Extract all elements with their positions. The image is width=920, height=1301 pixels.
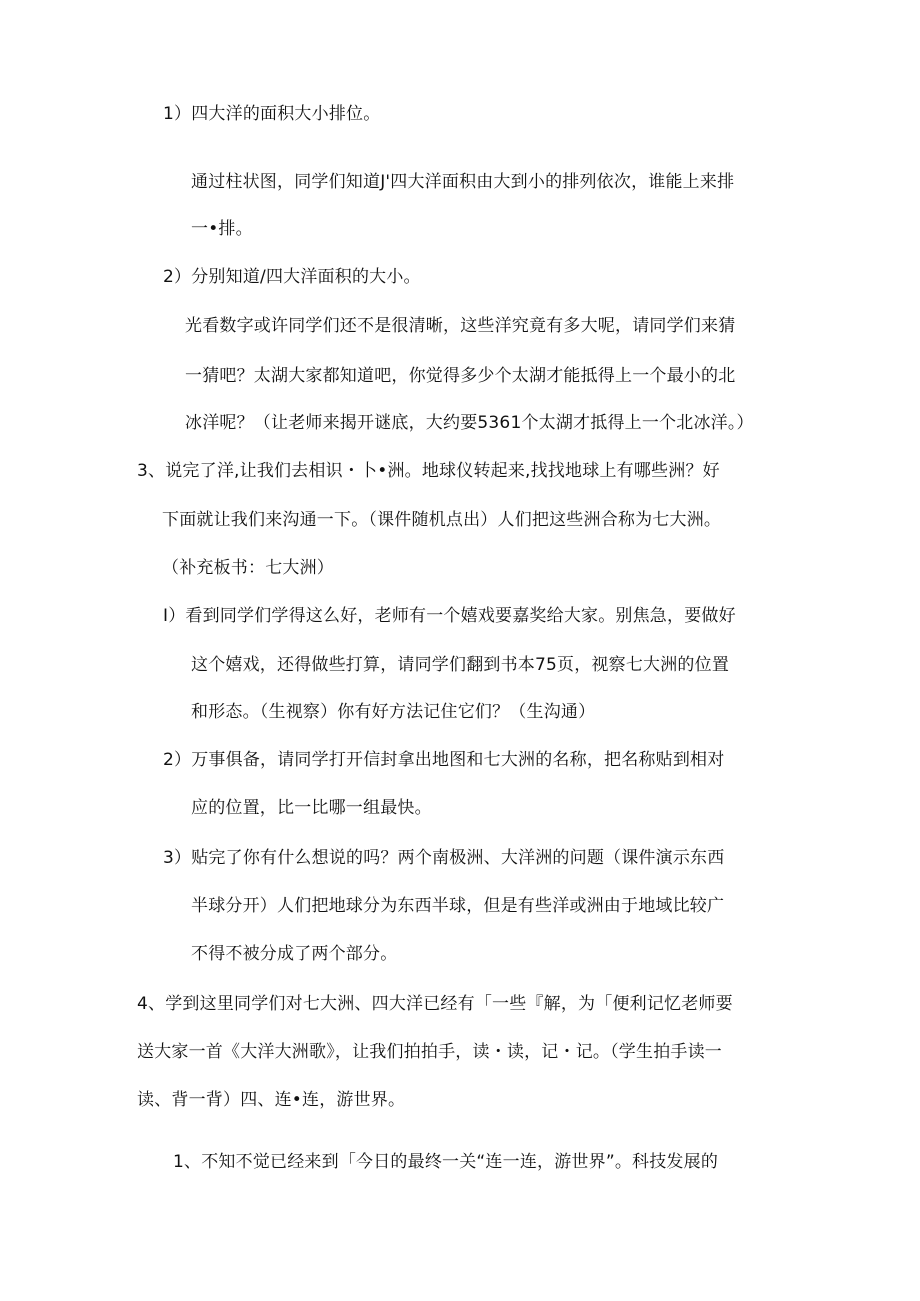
text-line: 光看数字或许同学们还不是很清晰，这些洋究竟有多大呢，请同学们来猜 xyxy=(185,316,736,336)
text-line: 送大家一首《大洋大洲歌》，让我们拍拍手，读・读，记・记。（学生拍手读一 xyxy=(137,1042,722,1062)
text-line: 这个嬉戏，还得做些打算，请同学们翻到书本75页，视察七大洲的位置 xyxy=(191,655,730,675)
text-line: 3）贴完了你有什么想说的吗？两个南极洲、大洋洲的问题（课件演示东西 xyxy=(163,848,725,868)
text-line: 1）四大洋的面积大小排位。 xyxy=(163,104,381,124)
text-line: 下面就让我们来沟通一下。（课件随机点出）人们把这些洲合称为七大洲。 xyxy=(162,510,722,530)
text-line: 通过柱状图，同学们知道J'四大洋面积由大到小的排列依次，谁能上来排 xyxy=(191,172,735,192)
text-line: 冰洋呢？（让老师来揭开谜底，大约要5361个太湖才抵得上一个北冰洋。） xyxy=(185,413,754,433)
text-line: 一猜吧？太湖大家都知道吧，你觉得多少个太湖才能抵得上一个最小的北 xyxy=(185,366,736,386)
text-line: 3、说完了洋,让我们去相识・卜•洲。地球仪转起来,找找地球上有哪些洲？好 xyxy=(137,461,720,481)
text-line: （补充板书：七大洲） xyxy=(162,558,334,578)
text-line: 应的位置，比一比哪一组最快。 xyxy=(191,798,432,818)
text-line: 4、学到这里同学们对七大洲、四大洋已经有「一些『解，为「便利记忆老师要 xyxy=(137,994,733,1014)
text-line: 2）万事俱备，请同学打开信封拿出地图和七大洲的名称，把名称贴到相对 xyxy=(163,750,725,770)
text-line: 半球分开）人们把地球分为东西半球，但是有些洋或洲由于地域比较广 xyxy=(191,896,725,916)
text-line: 一•排。 xyxy=(191,219,253,239)
text-line: 1、不知不觉已经来到「今日的最终一关“连一连，游世界”。科技发展的 xyxy=(173,1152,719,1172)
text-line: I）看到同学们学得这么好，老师有一个嬉戏要嘉奖给大家。别焦急，要做好 xyxy=(163,606,736,626)
text-line: 不得不被分成了两个部分。 xyxy=(191,944,398,964)
text-line: 读、背一背）四、连•连，游世界。 xyxy=(137,1090,406,1110)
text-line: 和形态。（生视察）你有好方法记住它们？（生沟通） xyxy=(191,702,596,722)
text-line: 2）分别知道/四大洋面积的大小。 xyxy=(163,267,421,287)
